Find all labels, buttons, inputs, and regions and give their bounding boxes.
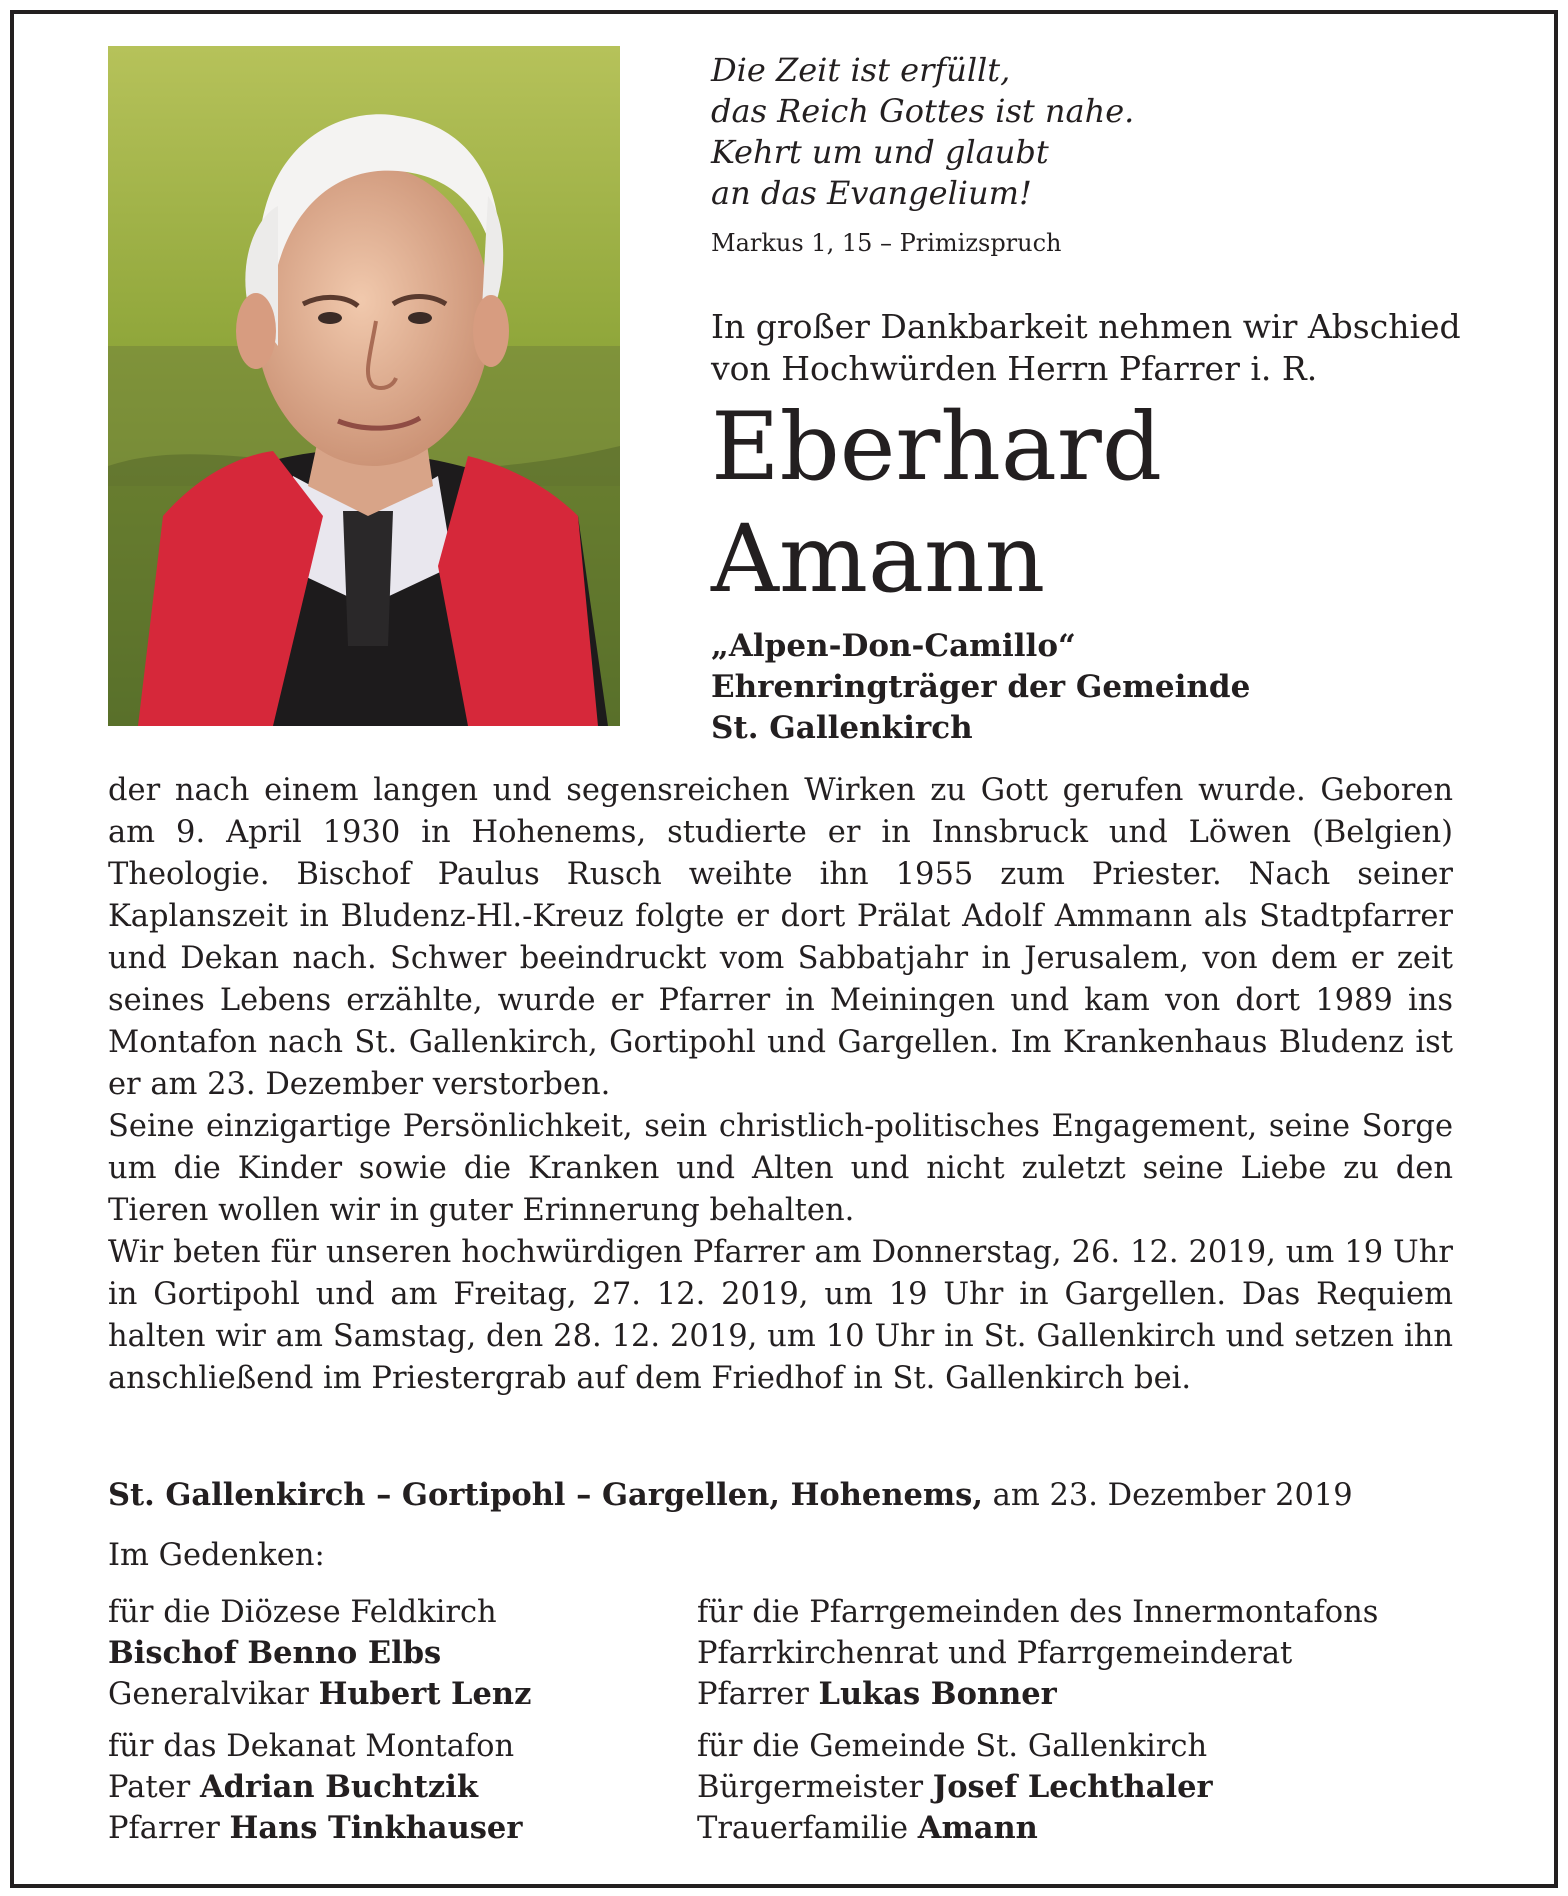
title-line: St. Gallenkirch (711, 710, 973, 746)
person-name: Hubert Lenz (318, 1676, 532, 1712)
person-line (108, 1633, 728, 1674)
person-role: Generalvikar (108, 1677, 309, 1712)
person-line (108, 1808, 728, 1849)
person-line (697, 1808, 1317, 1849)
group-header: für die Diözese Feldkirch (108, 1595, 497, 1630)
person-line (697, 1767, 1317, 1808)
places: St. Gallenkirch – Gortipohl – Gargellen, Hohenems, (108, 1477, 983, 1513)
person-role: Pfarrer (108, 1811, 220, 1846)
person-line (108, 1767, 728, 1808)
person-line (697, 1674, 1317, 1715)
person-role: Bürgermeister (697, 1770, 924, 1805)
intro-line: In großer Dankbarkeit nehmen wir Abschied (711, 307, 1461, 346)
scripture-quote (711, 50, 1471, 258)
quote-line: das Reich Gottes ist nahe. (711, 92, 1135, 130)
memorial-group (697, 1592, 1379, 1715)
title-line: Ehrenringträger der Gemeinde (711, 669, 1251, 705)
memorial-left-column (108, 1592, 728, 1860)
quote-line: Kehrt um und glaubt (711, 133, 1049, 171)
person-role: Pfarrer (697, 1677, 809, 1712)
person-name: Lukas Bonner (818, 1676, 1057, 1712)
title-line: „Alpen-Don-Camillo“ (711, 628, 1076, 664)
memorial-group (697, 1726, 1317, 1849)
deceased-name (711, 392, 1471, 616)
biography-paragraph: der nach einem langen und segensreichen Wirken zu Gott gerufen wurde. Geboren am 9. April 1930 in Hohenems, studierte er in Innsbruck und Löwen (Belgien) Theologie. Bischof Paulus Rusch weihte ihn 1955 zum Priester. Nach seiner Kaplanszeit in Bludenz-Hl.-Kreuz folgte er dort Prälat Adolf Ammann als Stadtpfarrer und Dekan nach. Schwer beeindruckt vom Sabbatjahr in Jerusalem, von dem er zeit seines Lebens erzählte, wurde er Pfarrer in Meiningen und kam von dort 1989 ins Montafon nach St. Gallenkirch, Gortipohl und Gargellen. Im Krankenhaus Bludenz ist er am 23. Dezember verstorben. (108, 773, 1453, 1102)
person-name: Bischof Benno Elbs (108, 1635, 442, 1671)
quote-reference: Markus 1, 15 – Primizspruch (711, 229, 1062, 257)
person-role: Pater (108, 1770, 191, 1805)
first-name: Eberhard (711, 393, 1163, 502)
person-role: Trauerfamilie (697, 1811, 909, 1846)
place-and-date (108, 1474, 1508, 1517)
biography-paragraph: Seine einzigartige Persönlichkeit, sein christlich-politisches Engagement, seine Sorge um die Kinder sowie die Kranken und Alten und nicht zuletzt seine Liebe zu den Tieren wollen wir in guter Erinnerung behalten. (108, 1109, 1453, 1228)
person-name: Amann (917, 1810, 1038, 1846)
farewell-intro (711, 306, 1471, 390)
group-extra: Pfarrkirchenrat und Pfarrgemeinderat (697, 1636, 1293, 1671)
portrait-illustration (108, 46, 620, 726)
memorial-group (108, 1592, 728, 1715)
quote-line: an das Evangelium! (711, 174, 1032, 212)
memorial-group (108, 1726, 728, 1849)
biography (108, 770, 1453, 1400)
intro-line: von Hochwürden Herrn Pfarrer i. R. (711, 349, 1318, 388)
biography-paragraph: Wir beten für unseren hochwürdigen Pfarrer am Donnerstag, 26. 12. 2019, um 19 Uhr in Gortipohl und am Freitag, 27. 12. 2019, um 19 Uhr in Gargellen. Das Requiem halten wir am Samstag, den 28. 12. 2019, um 10 Uhr in St. Gallenkirch und setzen ihn anschließend im Priestergrab auf dem Friedhof in St. Gallenkirch bei. (108, 1235, 1453, 1396)
memorial-label: Im Gedenken: (108, 1538, 325, 1573)
last-name: Amann (711, 505, 1046, 614)
quote-line: Die Zeit ist erfüllt, (711, 51, 1011, 89)
group-header: für das Dekanat Montafon (108, 1729, 515, 1764)
group-header: für die Pfarrgemeinden des Innermontafons (697, 1595, 1379, 1630)
memorial-right-column (697, 1592, 1379, 1860)
person-line (108, 1674, 728, 1715)
person-name: Hans Tinkhauser (229, 1810, 523, 1846)
person-name: Josef Lechthaler (932, 1769, 1213, 1805)
portrait-photo (108, 46, 620, 726)
person-name: Adrian Buchtzik (199, 1769, 478, 1805)
group-header: für die Gemeinde St. Gallenkirch (697, 1729, 1208, 1764)
honorary-titles (711, 626, 1471, 749)
date: am 23. Dezember 2019 (992, 1478, 1353, 1513)
